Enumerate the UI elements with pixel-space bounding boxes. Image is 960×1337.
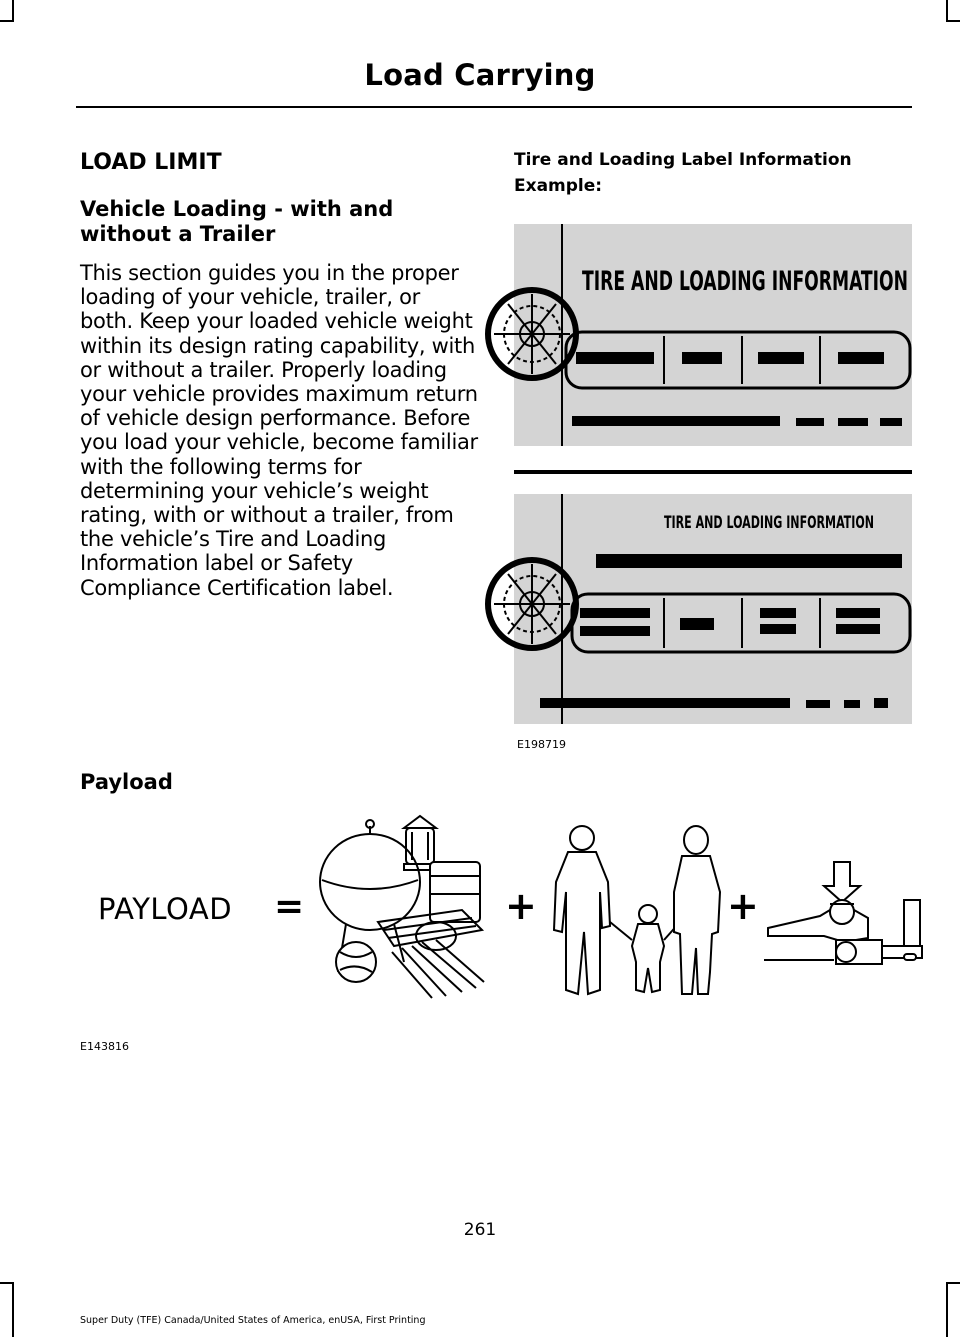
ball-icon (336, 942, 376, 982)
page-number: 261 (463, 1220, 497, 1240)
down-arrow-icon (824, 862, 860, 902)
hitch-illustration (764, 860, 920, 972)
label-info-heading: Tire and Loading Label Information (514, 150, 852, 170)
crop-mark-top-left-v (12, 0, 14, 20)
crop-mark-top-left-h (0, 20, 14, 22)
page-title: Load Carrying (364, 58, 596, 92)
family-illustration (548, 822, 728, 1000)
figure-separator (514, 470, 912, 474)
crop-mark-bottom-left-v (12, 1282, 14, 1337)
figure-code: E198719 (517, 738, 566, 751)
crop-mark-bottom-right-v (946, 1282, 948, 1337)
section-heading: LOAD LIMIT (80, 150, 222, 175)
plus-sign: + (505, 884, 537, 928)
tire-label-image-2 (514, 494, 912, 724)
crop-mark-top-right-v (946, 0, 948, 20)
title-divider (76, 106, 912, 108)
sub-heading: Vehicle Loading - with and without a Trailer (80, 197, 394, 246)
tire-label-image-1 (514, 224, 912, 446)
child-figure-icon (610, 905, 680, 992)
label-title-text: TIRE AND LOADING INFORMATION (582, 266, 908, 297)
crop-mark-bottom-left-h (0, 1282, 14, 1284)
plus-sign: + (727, 884, 759, 928)
crop-mark-top-right-h (946, 20, 960, 22)
payload-word: PAYLOAD (98, 892, 233, 926)
payload-heading: Payload (80, 770, 173, 794)
figure-code: E143816 (80, 1040, 129, 1053)
adult-male-figure-icon (554, 826, 610, 994)
footer-text: Super Duty (TFE) Canada/United States of America, enUSA, First Printing (80, 1315, 426, 1326)
label-title-text: TIRE AND LOADING INFORMATION (664, 513, 874, 533)
crop-mark-bottom-right-h (946, 1282, 960, 1284)
cargo-illustration (312, 812, 492, 1002)
trailer-hitch-icon (764, 900, 922, 964)
example-label: Example: (514, 176, 603, 196)
adult-female-figure-icon (674, 826, 720, 994)
body-paragraph: This section guides you in the proper loading of your vehicle, trailer, or both. Keep your loaded vehicle weight within its design rating capability, with or without a trailer. Properly loading your vehicle provides maximum return of vehicle design performance. Before you load your vehicle, become familiar with the following terms for determining your vehicle’s weight rating, with or without a trailer, from the vehicle’s Tire and Loading Information label or Safety Compliance Certification label. (80, 261, 478, 600)
equals-sign: = (274, 886, 305, 927)
